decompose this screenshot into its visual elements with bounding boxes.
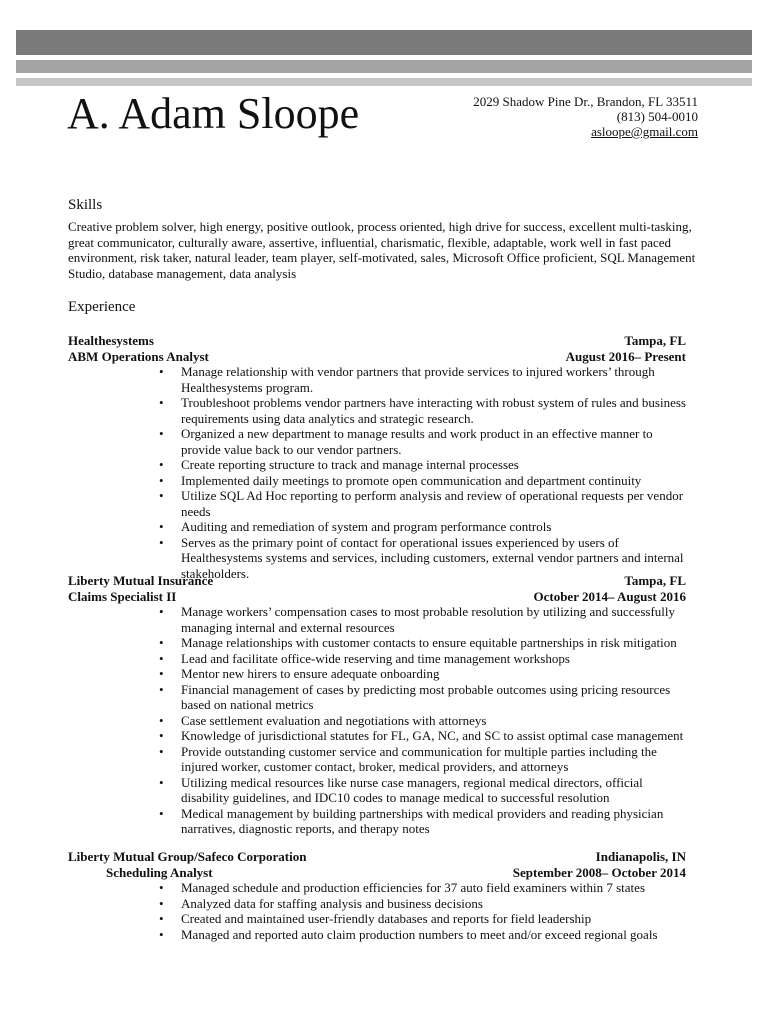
list-item: • Provide outstanding customer service and communication for multiple parties including the injured worker, customer contact, broker, medical providers, and attorneys — [159, 743, 657, 774]
job-company: Liberty Mutual Insurance — [68, 573, 214, 588]
job-role-row — [68, 349, 686, 365]
bullet-icon: • — [159, 650, 164, 666]
contact-email-link[interactable]: asloope@gmail.com — [591, 124, 698, 139]
bullet-icon: • — [159, 728, 164, 743]
bullet-icon: • — [159, 880, 164, 895]
job-role-row — [68, 865, 686, 881]
bullet-icon: • — [159, 395, 164, 410]
skills-text: Creative problem solver, high energy, positive outlook, process oriented, high drive for success, excellent multi-tasking, great communicator, culturally aware, assertive, influential, charismatic, flexible, adaptable, work well in fast paced environment, risk taker, natural leader, team player, self-motivated, sales, Microsoft Office proficient, SQL Management Studio, database management, data analysis — [68, 219, 696, 281]
job-dates: October 2014– August 2016 — [533, 588, 686, 604]
bullet-icon: • — [159, 457, 164, 472]
job-company: Healthesystems — [68, 333, 154, 348]
list-item: • Lead and facilitate office-wide reserving and time management workshops — [159, 650, 570, 666]
job-entry-liberty-mutual-insurance — [68, 573, 686, 837]
contact-block — [473, 94, 698, 139]
job-header-row — [68, 333, 686, 349]
list-item: • Manage relationship with vendor partners that provide services to injured workers’ through Healthesystems program. — [159, 364, 655, 395]
job-role: ABM Operations Analyst — [68, 348, 209, 364]
bullet-icon: • — [159, 712, 164, 728]
job-header-row — [68, 573, 686, 589]
bullet-icon: • — [159, 681, 164, 697]
job-bullet-list — [68, 604, 686, 837]
list-item: • Managed schedule and production efficiencies for 37 auto field examiners within 7 states — [159, 880, 646, 895]
list-item: • Troubleshoot problems vendor partners have interacting with robust system of rules and business requirements using data analytics and strategic research. — [159, 395, 686, 426]
bullet-icon: • — [159, 911, 164, 926]
bullet-icon: • — [159, 895, 164, 911]
list-item: • Analyzed data for staffing analysis and business decisions — [159, 895, 483, 911]
list-item: • Financial management of cases by predicting most probable outcomes using pricing resources based on national metrics — [159, 681, 671, 712]
job-location: Tampa, FL — [624, 333, 686, 348]
bullet-icon: • — [159, 519, 164, 534]
header-bar-dark — [16, 30, 752, 55]
job-bullet-list — [68, 364, 686, 581]
list-item: • Implemented daily meetings to promote open communication and department continuity — [159, 472, 642, 488]
candidate-name: A. Adam Sloope — [67, 89, 360, 138]
header-bar-medium — [16, 60, 752, 73]
job-company: Liberty Mutual Group/Safeco Corporation — [68, 849, 307, 864]
bullet-icon: • — [159, 805, 164, 821]
list-item: • Utilizing medical resources like nurse case managers, regional medical directors, official disability guidelines, and IDC10 codes to manage medical to successful resolution — [159, 774, 643, 805]
job-role: Claims Specialist II — [68, 588, 177, 604]
list-item: • Knowledge of jurisdictional statutes for FL, GA, NC, and SC to assist optimal case management — [159, 728, 684, 743]
job-location: Tampa, FL — [624, 573, 686, 588]
contact-phone: (813) 504-0010 — [616, 109, 698, 124]
job-entry-liberty-mutual-safeco — [68, 849, 686, 942]
bullet-icon: • — [159, 472, 164, 488]
list-item: • Create reporting structure to track and manage internal processes — [159, 457, 519, 472]
job-dates: August 2016– Present — [565, 348, 686, 364]
contact-address: 2029 Shadow Pine Dr., Brandon, FL 33511 — [473, 94, 698, 109]
bullet-icon: • — [159, 534, 164, 550]
bullet-icon: • — [159, 743, 164, 759]
list-item: • Created and maintained user-friendly databases and reports for field leadership — [159, 911, 592, 926]
skills-heading: Skills — [68, 197, 103, 213]
bullet-icon: • — [159, 774, 164, 790]
list-item: • Serves as the primary point of contact for operational issues experienced by users of Healthesystems systems and services, including customers, external vendor partners and internal stakeholders. — [159, 534, 684, 581]
bullet-icon: • — [159, 488, 164, 503]
list-item: • Case settlement evaluation and negotiations with attorneys — [159, 712, 487, 728]
list-item: • Mentor new hirers to ensure adequate onboarding — [159, 666, 440, 681]
header-bar-light — [16, 78, 752, 86]
bullet-icon: • — [159, 666, 164, 681]
list-item: • Organized a new department to manage results and work product in an effective manner to provide value back to our vendor partners. — [159, 426, 653, 457]
job-dates: September 2008– October 2014 — [512, 864, 686, 880]
bullet-icon: • — [159, 635, 164, 650]
job-location: Indianapolis, IN — [595, 849, 686, 864]
list-item: • Manage relationships with customer contacts to ensure equitable partnerships in risk mitigation — [159, 635, 677, 650]
job-bullet-list — [68, 880, 686, 942]
list-item: • Manage workers’ compensation cases to most probable resolution by utilizing and successfully managing internal and external resources — [159, 604, 675, 635]
bullet-icon: • — [159, 426, 164, 441]
job-header-row — [68, 849, 686, 865]
job-role-row — [68, 589, 686, 605]
list-item: • Medical management by building partnerships with medical providers and reading physician narratives, diagnostic reports, and therapy notes — [159, 805, 664, 836]
bullet-icon: • — [159, 604, 164, 619]
bullet-icon: • — [159, 926, 164, 942]
job-entry-healthesystems — [68, 333, 686, 581]
list-item: • Managed and reported auto claim production numbers to meet and/or exceed regional goals — [159, 926, 658, 942]
list-item: • Auditing and remediation of system and program performance controls — [159, 519, 552, 534]
bullet-icon: • — [159, 364, 164, 379]
job-role: Scheduling Analyst — [106, 864, 213, 880]
list-item: • Utilize SQL Ad Hoc reporting to perform analysis and review of operational requests per vendor needs — [159, 488, 684, 519]
experience-heading: Experience — [68, 299, 136, 315]
